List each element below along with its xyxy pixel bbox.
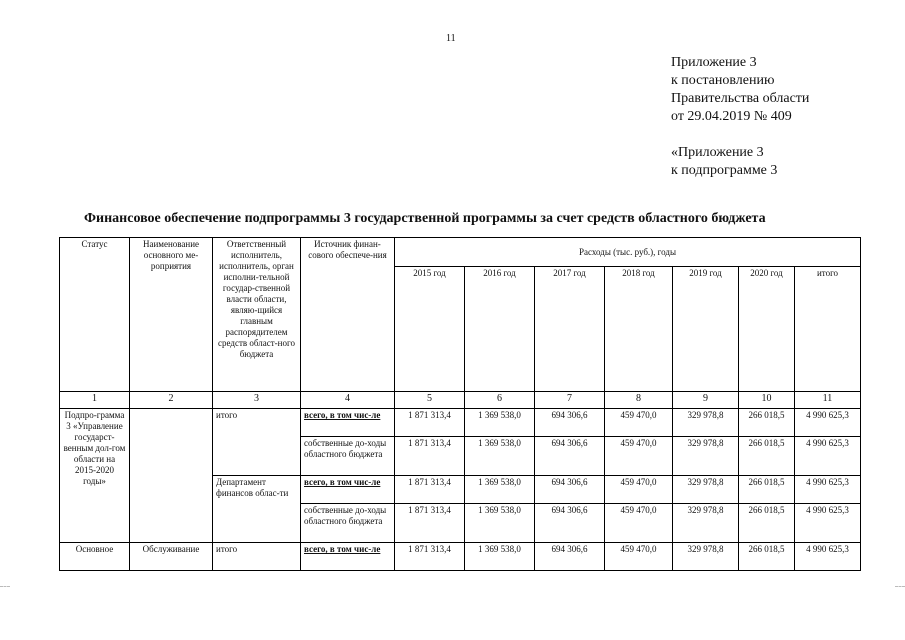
value-cell: 266 018,5 bbox=[739, 543, 795, 571]
value-cell: 459 470,0 bbox=[605, 437, 673, 476]
index-cell: 1 bbox=[60, 392, 130, 409]
index-cell: 11 bbox=[795, 392, 861, 409]
value-cell: 266 018,5 bbox=[739, 409, 795, 437]
subprogram-status: Подпро-грамма 3 «Управление государст-венным дол-гом области на 2015-2020 годы» bbox=[60, 409, 130, 543]
index-row bbox=[60, 392, 861, 409]
value-cell: 4 990 625,3 bbox=[795, 437, 861, 476]
value-cell: 4 990 625,3 bbox=[795, 409, 861, 437]
scan-edge-mark bbox=[895, 586, 905, 587]
document-title: Финансовое обеспечение подпрограммы 3 государственной программы за счет средств областного бюджета bbox=[84, 211, 766, 226]
header-year: 2018 год bbox=[605, 267, 673, 392]
appendix-block bbox=[671, 54, 809, 180]
value-cell: 694 306,6 bbox=[535, 476, 605, 504]
appendix-sub-line: «Приложение 3 bbox=[671, 145, 764, 160]
source-cell: всего, в том чис-ле bbox=[301, 409, 395, 437]
value-cell: 694 306,6 bbox=[535, 504, 605, 543]
status-cell: Основное bbox=[60, 543, 130, 571]
value-cell: 266 018,5 bbox=[739, 504, 795, 543]
header-year: 2015 год bbox=[395, 267, 465, 392]
value-cell: 329 978,8 bbox=[673, 504, 739, 543]
index-cell: 9 bbox=[673, 392, 739, 409]
subprogram-name bbox=[130, 409, 213, 543]
value-cell: 329 978,8 bbox=[673, 543, 739, 571]
value-cell: 4 990 625,3 bbox=[795, 543, 861, 571]
value-cell: 329 978,8 bbox=[673, 409, 739, 437]
finance-table bbox=[59, 237, 861, 571]
appendix-line: от 29.04.2019 № 409 bbox=[671, 109, 792, 124]
value-cell: 266 018,5 bbox=[739, 437, 795, 476]
header-total: итого bbox=[795, 267, 861, 392]
value-cell: 1 871 313,4 bbox=[395, 504, 465, 543]
value-cell: 459 470,0 bbox=[605, 409, 673, 437]
value-cell: 1 871 313,4 bbox=[395, 476, 465, 504]
responsible-cell: Департамент финансов облас-ти bbox=[213, 476, 301, 543]
name-cell: Обслуживание bbox=[130, 543, 213, 571]
table-row bbox=[60, 543, 861, 571]
value-cell: 266 018,5 bbox=[739, 476, 795, 504]
header-name: Наименование основного ме-роприятия bbox=[130, 238, 213, 392]
appendix-line: к постановлению bbox=[671, 73, 775, 88]
header-row bbox=[60, 238, 861, 267]
header-year: 2017 год bbox=[535, 267, 605, 392]
index-cell: 5 bbox=[395, 392, 465, 409]
source-cell: всего, в том чис-ле bbox=[301, 476, 395, 504]
index-cell: 2 bbox=[130, 392, 213, 409]
value-cell: 694 306,6 bbox=[535, 543, 605, 571]
header-source: Источник финан-сового обеспече-ния bbox=[301, 238, 395, 392]
value-cell: 1 871 313,4 bbox=[395, 437, 465, 476]
value-cell: 1 871 313,4 bbox=[395, 409, 465, 437]
value-cell: 4 990 625,3 bbox=[795, 476, 861, 504]
value-cell: 694 306,6 bbox=[535, 437, 605, 476]
table-row bbox=[60, 409, 861, 437]
value-cell: 1 369 538,0 bbox=[465, 543, 535, 571]
page-number: 11 bbox=[446, 33, 456, 44]
index-cell: 7 bbox=[535, 392, 605, 409]
appendix-line: Приложение 3 bbox=[671, 55, 757, 70]
value-cell: 459 470,0 bbox=[605, 504, 673, 543]
value-cell: 1 369 538,0 bbox=[465, 409, 535, 437]
value-cell: 694 306,6 bbox=[535, 409, 605, 437]
header-year: 2020 год bbox=[739, 267, 795, 392]
source-cell: собственные до-ходы областного бюджета bbox=[301, 437, 395, 476]
responsible-cell: итого bbox=[213, 543, 301, 571]
scan-edge-mark bbox=[0, 586, 10, 587]
value-cell: 459 470,0 bbox=[605, 476, 673, 504]
header-year: 2016 год bbox=[465, 267, 535, 392]
value-cell: 1 369 538,0 bbox=[465, 504, 535, 543]
index-cell: 8 bbox=[605, 392, 673, 409]
source-cell: собственные до-ходы областного бюджета bbox=[301, 504, 395, 543]
value-cell: 459 470,0 bbox=[605, 543, 673, 571]
source-cell: всего, в том чис-ле bbox=[301, 543, 395, 571]
value-cell: 1 369 538,0 bbox=[465, 437, 535, 476]
index-cell: 4 bbox=[301, 392, 395, 409]
header-responsible: Ответственный исполнитель, исполнитель, орган исполни-тельной государ-ственной власти области, являю-щийся главным распорядителем средств област-ного бюджета bbox=[213, 238, 301, 392]
index-cell: 6 bbox=[465, 392, 535, 409]
appendix-line: Правительства области bbox=[671, 91, 810, 106]
index-cell: 3 bbox=[213, 392, 301, 409]
header-expenses: Расходы (тыс. руб.), годы bbox=[395, 238, 861, 267]
value-cell: 1 369 538,0 bbox=[465, 476, 535, 504]
value-cell: 4 990 625,3 bbox=[795, 504, 861, 543]
value-cell: 1 871 313,4 bbox=[395, 543, 465, 571]
index-cell: 10 bbox=[739, 392, 795, 409]
header-status: Статус bbox=[60, 238, 130, 392]
appendix-sub-line: к подпрограмме 3 bbox=[671, 163, 778, 178]
value-cell: 329 978,8 bbox=[673, 476, 739, 504]
responsible-cell: итого bbox=[213, 409, 301, 476]
value-cell: 329 978,8 bbox=[673, 437, 739, 476]
header-year: 2019 год bbox=[673, 267, 739, 392]
